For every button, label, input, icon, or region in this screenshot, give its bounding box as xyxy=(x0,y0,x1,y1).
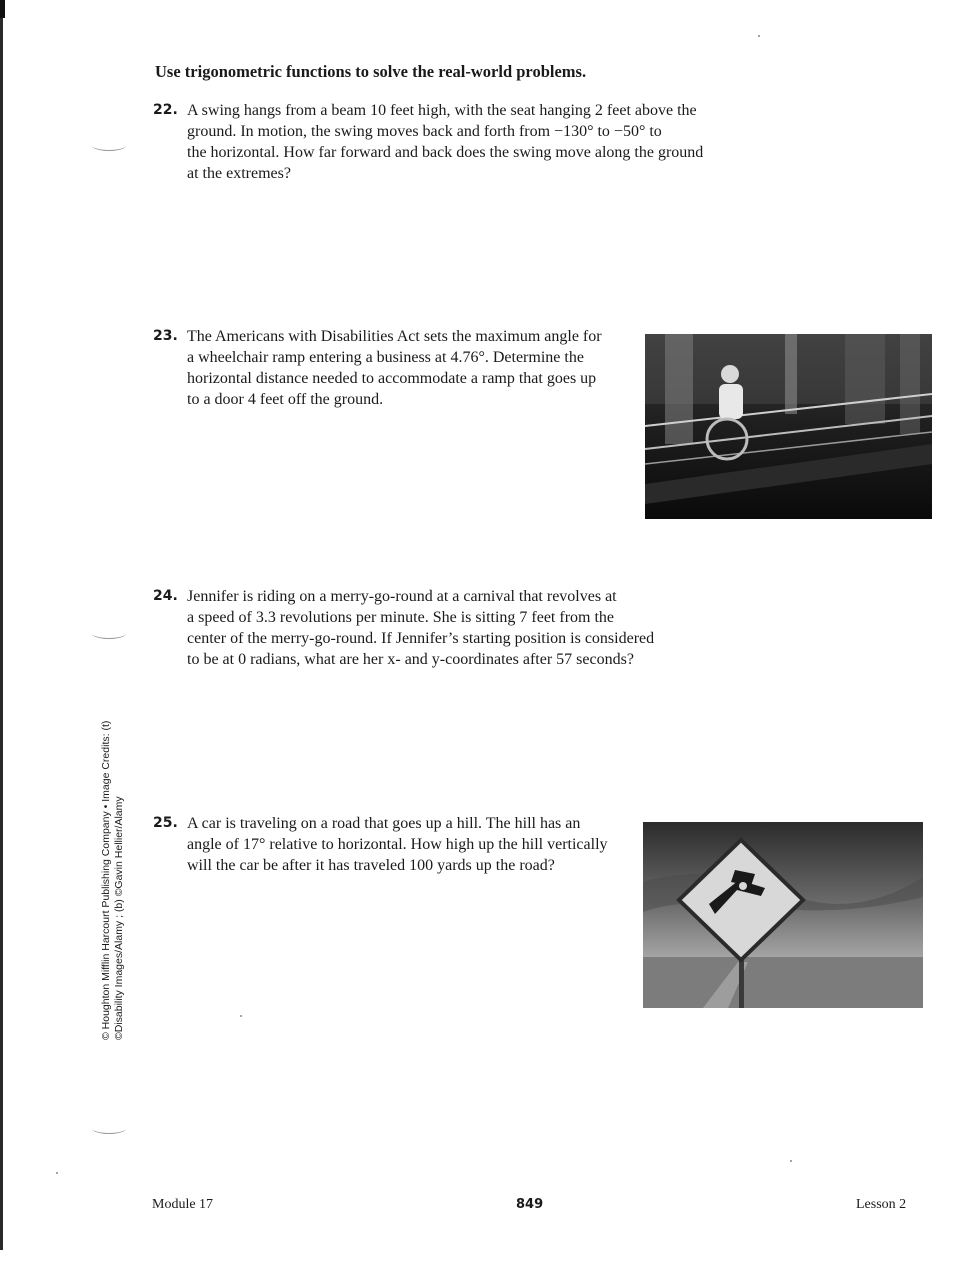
scan-speck xyxy=(240,1015,242,1017)
problem-number: 24. xyxy=(153,588,178,604)
binder-hole-mark xyxy=(92,1123,126,1134)
problem-text: Jennifer is riding on a merry-go-round at a carnival that revolves at a speed of 3.3 revolutions per minute. She is sitting 7 feet from the center of the merry-go-round. If Jennifer’s starting position is considered to be at 0 radians, what are her x- and y-coordinates after 57 seconds? xyxy=(187,588,655,668)
page-number: 849 xyxy=(516,1197,544,1212)
image-credits xyxy=(100,710,134,1040)
problem-text: A swing hangs from a beam 10 feet high, with the seat hanging 2 feet above the ground. In motion, the swing moves back and forth from −130° to −50° to the horizontal. How far forward and back does the swing move along the ground at the extremes? xyxy=(187,102,704,182)
page-edge-mark xyxy=(0,0,5,18)
hill-grade-sign-photo xyxy=(643,822,923,1008)
credits-line-1: © Houghton Mifflin Harcourt Publishing Company • Image Credits: (t) xyxy=(100,720,112,1040)
problem-number: 22. xyxy=(153,102,178,118)
page-edge xyxy=(0,0,3,1250)
section-heading: Use trigonometric functions to solve the real-world problems. xyxy=(155,62,587,81)
scan-speck xyxy=(758,35,760,37)
footer-lesson: Lesson 2 xyxy=(856,1197,907,1212)
problem-text: A car is traveling on a road that goes up a hill. The hill has an angle of 17° relative to horizontal. How high up the hill vertically will the car be after it has traveled 100 yards up the road? xyxy=(187,815,608,874)
wheelchair-ramp-photo xyxy=(645,334,932,519)
problem-number: 23. xyxy=(153,328,178,344)
binder-hole-mark xyxy=(92,140,126,151)
scan-speck xyxy=(790,1160,792,1162)
problem-text: The Americans with Disabilities Act sets the maximum angle for a wheelchair ramp entering a business at 4.76°. Determine the horizontal distance needed to accommodate a ramp that goes up to a door 4 feet off the ground. xyxy=(187,328,602,408)
credits-line-2: ©Disability Images/Alamy ; (b) ©Gavin Hellier/Alamy xyxy=(113,796,125,1040)
problem-number: 25. xyxy=(153,815,178,831)
footer-module: Module 17 xyxy=(152,1197,214,1212)
binder-hole-mark xyxy=(92,628,126,639)
scan-speck xyxy=(56,1172,58,1174)
